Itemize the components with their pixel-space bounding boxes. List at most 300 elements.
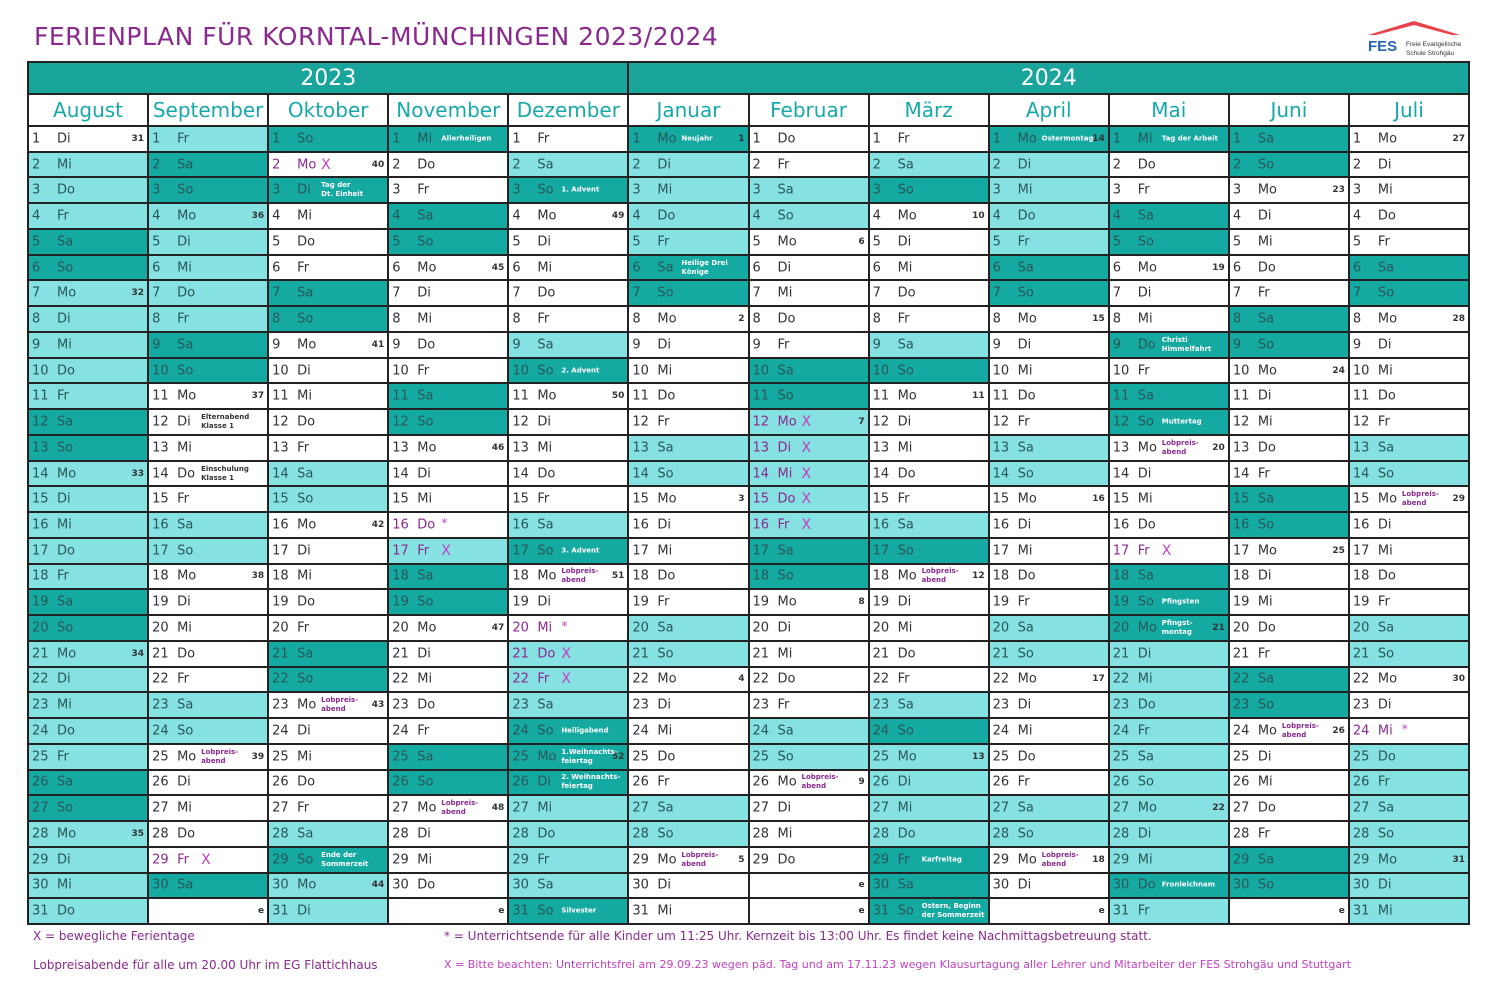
day-cell [29, 230, 147, 254]
weekday: So [297, 852, 314, 868]
day-number: 30 [152, 877, 169, 893]
day-cell [1350, 668, 1468, 692]
day-number: 24 [272, 723, 289, 739]
day-cell [750, 822, 868, 846]
weekday: So [1377, 646, 1395, 662]
weekday: So [1257, 337, 1275, 353]
day-cell [1230, 771, 1348, 795]
day-number: 21 [272, 646, 289, 662]
day-cell [870, 307, 988, 331]
weekday: Mo [657, 311, 677, 327]
day-cell [1350, 359, 1468, 383]
day-number: 10 [632, 363, 649, 379]
weekday: So [777, 749, 794, 765]
day-number: 18 [1352, 568, 1370, 584]
weekday: Mo [1377, 131, 1398, 147]
day-cell [990, 462, 1108, 486]
weekday: Sa [657, 800, 674, 816]
weekday: So [177, 543, 194, 559]
day-cell [1110, 513, 1228, 537]
day-number: 16 [392, 517, 409, 533]
day-cell [149, 204, 267, 228]
week-number: 31 [131, 133, 145, 144]
weekday: Mi [537, 800, 553, 816]
weekday: Sa [777, 182, 794, 198]
weekday: Sa [537, 157, 554, 173]
day-number: 24 [992, 723, 1010, 739]
weekday: Mo [417, 800, 437, 816]
day-number: 26 [272, 774, 289, 790]
weekday: Sa [1377, 260, 1395, 276]
day-cell [629, 719, 747, 743]
month-header: März [870, 95, 988, 125]
weekday: So [1137, 234, 1154, 250]
weekday: Fr [417, 182, 430, 198]
weekday: Fr [297, 800, 310, 816]
day-cell [269, 539, 387, 563]
day-number: 26 [752, 774, 770, 790]
weekday: Mo [897, 749, 917, 765]
day-cell [1350, 848, 1468, 872]
weekday: Mi [177, 260, 192, 276]
weekday: Fr [1377, 594, 1390, 610]
week-number: 41 [371, 339, 385, 350]
day-number: 6 [1112, 260, 1122, 276]
day-cell [389, 848, 507, 872]
day-cell [750, 281, 868, 305]
day-cell [870, 436, 988, 460]
day-number: 6 [632, 260, 641, 276]
week-number: 8 [858, 597, 865, 608]
week-number: 17 [1092, 674, 1105, 685]
day-number: 22 [1352, 671, 1370, 687]
day-number: 24 [1112, 723, 1130, 739]
weekday: Sa [897, 337, 914, 353]
weekday: Sa [1257, 491, 1275, 507]
day-number: 5 [272, 234, 281, 250]
weekday: Mi [1017, 723, 1033, 739]
day-number: 14 [392, 466, 409, 481]
month-header: Januar [629, 95, 747, 125]
weekday: Fr [897, 131, 910, 147]
day-cell [389, 178, 507, 202]
day-cell [870, 590, 988, 614]
day-cell [269, 256, 387, 280]
day-number: 24 [1352, 723, 1370, 739]
weekday: Fr [57, 568, 69, 584]
day-number: 10 [1112, 363, 1130, 379]
day-cell [29, 359, 147, 383]
holiday-note: Fronleichnam [1161, 880, 1216, 889]
day-cell [990, 539, 1108, 563]
weekday: Fr [897, 852, 910, 868]
day-number: 7 [392, 285, 401, 301]
day-number: 21 [992, 646, 1010, 662]
day-cell [1230, 153, 1348, 177]
day-cell [1350, 281, 1468, 305]
day-number: 8 [32, 311, 41, 327]
day-cell [389, 384, 507, 408]
day-number: 27 [1232, 800, 1250, 816]
day-cell [1110, 384, 1228, 408]
day-number: 22 [1112, 671, 1130, 687]
weekday: Do [657, 568, 676, 584]
weekday: Sa [297, 826, 314, 842]
day-cell [750, 487, 868, 511]
day-number: 2 [32, 157, 41, 173]
logo-abbr: FES [1368, 38, 1398, 55]
day-cell [1230, 333, 1348, 357]
weekday: Do [1017, 208, 1036, 224]
weekday: Sa [417, 388, 434, 404]
day-cell [269, 513, 387, 537]
day-cell [1230, 565, 1348, 589]
day-cell [629, 462, 747, 486]
day-cell [1230, 848, 1348, 872]
day-number: 21 [1112, 646, 1130, 662]
weekday: So [1017, 466, 1034, 481]
day-number: 27 [1352, 800, 1370, 816]
day-cell [1230, 307, 1348, 331]
day-number: 11 [152, 388, 169, 404]
weekday: Do [777, 852, 796, 868]
day-cell [509, 410, 627, 434]
holiday-note: Tag der Dt. Einheit [321, 181, 364, 199]
flexible-holiday-marker: X [801, 465, 812, 482]
day-cell [389, 668, 507, 692]
day-number: 8 [512, 311, 521, 327]
weekday: Sa [777, 543, 794, 559]
weekday: Sa [1137, 388, 1154, 404]
day-cell [1350, 204, 1468, 228]
weekday: So [537, 543, 554, 559]
day-number: 14 [152, 466, 169, 481]
day-number: 26 [1232, 774, 1250, 790]
weekday: Fr [1257, 285, 1270, 301]
weekday: So [177, 182, 194, 198]
day-cell [29, 153, 147, 177]
day-cell [389, 616, 507, 640]
day-cell [29, 668, 147, 692]
weekday: Di [777, 440, 792, 456]
lobpreis-note: Lobpreis- abend [201, 747, 239, 765]
weekday: Sa [1017, 620, 1034, 636]
day-cell [1230, 899, 1348, 923]
weekday: Mi [1257, 234, 1273, 250]
day-cell [29, 307, 147, 331]
weekday: Fr [297, 260, 310, 276]
day-cell [1350, 307, 1468, 331]
day-number: 2 [1232, 157, 1242, 173]
day-cell [750, 359, 868, 383]
day-cell [1230, 796, 1348, 820]
day-cell [29, 539, 147, 563]
day-number: 30 [272, 877, 289, 893]
day-number: 29 [1352, 852, 1370, 868]
day-cell [990, 642, 1108, 666]
day-cell [29, 719, 147, 743]
day-number: 13 [872, 440, 890, 456]
day-number: 29 [272, 852, 289, 868]
day-cell [990, 771, 1108, 795]
weekday: Mi [1017, 363, 1033, 379]
day-cell [389, 487, 507, 511]
weekday: Sa [537, 697, 554, 713]
day-number: 20 [1352, 620, 1370, 636]
month-header: April [990, 95, 1108, 125]
day-cell [389, 899, 507, 923]
weekday: Mi [1017, 543, 1033, 559]
day-number: 6 [152, 260, 161, 276]
day-cell [149, 230, 267, 254]
weekday: So [297, 671, 314, 687]
weekday: Fr [177, 491, 189, 507]
holiday-note: 2. Weihnachts- feiertag [561, 773, 621, 791]
week-number: e [858, 906, 865, 917]
day-number: 19 [1352, 594, 1370, 610]
day-number: 19 [872, 594, 890, 610]
day-cell [29, 899, 147, 923]
day-number: 3 [1112, 182, 1122, 198]
day-number: 8 [752, 311, 761, 327]
weekday: Do [1377, 208, 1396, 224]
day-number: 24 [512, 723, 529, 739]
day-number: 27 [632, 800, 649, 816]
weekday: Sa [897, 157, 914, 173]
day-cell [870, 359, 988, 383]
day-cell [509, 436, 627, 460]
weekday: Sa [1017, 440, 1034, 456]
day-cell [269, 333, 387, 357]
day-number: 12 [32, 414, 49, 430]
weekday: Mi [297, 388, 312, 404]
day-cell [870, 693, 988, 717]
week-number: 38 [251, 571, 265, 582]
day-cell [149, 436, 267, 460]
day-cell [1230, 178, 1348, 202]
weekday: Mo [57, 646, 77, 662]
day-number: 3 [272, 182, 281, 198]
day-number: 30 [632, 877, 649, 893]
week-number: 31 [1452, 854, 1465, 865]
day-cell [29, 410, 147, 434]
day-cell [149, 693, 267, 717]
day-number: 20 [272, 620, 289, 636]
day-cell [269, 745, 387, 769]
day-number: 20 [32, 620, 49, 636]
day-cell [1110, 127, 1228, 151]
day-cell [990, 848, 1108, 872]
day-cell [870, 771, 988, 795]
day-cell [509, 153, 627, 177]
day-number: 25 [152, 749, 169, 765]
weekday: Mo [1257, 543, 1277, 559]
day-number: 21 [1232, 646, 1250, 662]
weekday: Fr [777, 517, 790, 533]
weekday: Di [777, 620, 792, 636]
weekday: So [177, 723, 194, 739]
weekday: Di [417, 285, 431, 301]
day-cell [29, 178, 147, 202]
day-number: 23 [1232, 697, 1250, 713]
weekday: Mi [657, 903, 673, 919]
day-cell [1350, 590, 1468, 614]
weekday: Do [57, 723, 75, 739]
day-number: 3 [1232, 182, 1242, 198]
day-number: 7 [512, 285, 521, 301]
weekday: Sa [57, 774, 74, 790]
weekday: So [1137, 774, 1154, 790]
day-number: 9 [512, 337, 521, 353]
weekday: Sa [1017, 260, 1034, 276]
weekday: Mi [177, 620, 192, 636]
day-cell [990, 307, 1108, 331]
day-number: 1 [1112, 131, 1122, 147]
day-cell [509, 204, 627, 228]
weekday: So [417, 234, 434, 250]
day-number: 6 [872, 260, 881, 276]
day-cell [990, 204, 1108, 228]
day-number: 6 [992, 260, 1001, 276]
week-number: 10 [972, 211, 985, 222]
weekday: Do [1017, 388, 1036, 404]
weekday: Di [297, 182, 311, 198]
day-number: 13 [272, 440, 289, 456]
day-number: 11 [872, 388, 890, 404]
day-number: 4 [992, 208, 1001, 224]
day-number: 6 [272, 260, 281, 276]
day-cell [1110, 462, 1228, 486]
day-cell [29, 384, 147, 408]
day-number: 4 [632, 208, 641, 224]
day-number: 28 [1112, 826, 1130, 842]
day-number: 14 [32, 466, 49, 481]
day-number: 15 [632, 491, 649, 507]
day-number: 11 [272, 388, 289, 404]
weekday: Mo [1017, 311, 1037, 327]
day-number: 16 [512, 517, 529, 533]
day-number: 15 [392, 491, 409, 507]
weekday: So [657, 646, 674, 662]
holiday-note: Silvester [561, 906, 597, 915]
day-cell [629, 127, 747, 151]
day-cell [1350, 693, 1468, 717]
legend-x: X = bewegliche Ferientage [33, 929, 195, 943]
weekday: So [57, 620, 74, 636]
day-number: 12 [1352, 414, 1370, 430]
day-cell [870, 822, 988, 846]
day-number: 18 [512, 568, 529, 584]
day-number: 7 [992, 285, 1001, 301]
flexible-holiday-marker: X [441, 542, 451, 559]
weekday: Sa [417, 208, 434, 224]
day-number: 1 [512, 131, 521, 147]
day-cell [1230, 539, 1348, 563]
weekday: Mi [177, 800, 192, 816]
day-cell [509, 796, 627, 820]
day-number: 16 [632, 517, 649, 533]
day-number: 12 [992, 414, 1010, 430]
day-number: 4 [32, 208, 41, 224]
day-number: 19 [992, 594, 1010, 610]
weekday: Fr [777, 157, 790, 173]
day-cell [509, 281, 627, 305]
day-number: 2 [512, 157, 521, 173]
day-number: 1 [992, 131, 1001, 147]
day-number: 14 [1112, 466, 1130, 481]
weekday: Di [657, 697, 672, 713]
weekday: So [1257, 697, 1275, 713]
holiday-note: Ostern, Beginn der Sommerzeit [921, 902, 985, 920]
day-cell [509, 771, 627, 795]
day-number: 17 [632, 543, 649, 559]
day-number: 20 [1232, 620, 1250, 636]
day-cell [750, 693, 868, 717]
day-cell [1110, 436, 1228, 460]
weekday: Fr [777, 697, 790, 713]
day-cell [29, 590, 147, 614]
weekday: Mi [897, 620, 913, 636]
weekday: Do [417, 697, 436, 713]
weekday: Fr [177, 671, 189, 687]
weekday: Mo [777, 594, 797, 610]
weekday: Fr [897, 491, 910, 507]
day-number: 27 [32, 800, 49, 816]
day-cell [1110, 668, 1228, 692]
day-cell [149, 153, 267, 177]
day-cell [29, 693, 147, 717]
day-cell [750, 436, 868, 460]
day-number: 27 [1112, 800, 1130, 816]
day-number: 18 [32, 568, 49, 584]
weekday: Do [537, 285, 556, 301]
day-number: 15 [752, 491, 770, 507]
weekday: Mo [1017, 852, 1037, 868]
day-number: 21 [632, 646, 649, 662]
day-number: 27 [152, 800, 169, 816]
day-number: 3 [632, 182, 641, 198]
day-cell [1110, 230, 1228, 254]
day-number: 19 [632, 594, 649, 610]
weekday: Di [537, 414, 551, 430]
weekday: Sa [297, 646, 314, 662]
day-cell [509, 333, 627, 357]
day-cell [870, 487, 988, 511]
week-number: e [498, 906, 505, 917]
day-cell [509, 719, 627, 743]
weekday: So [897, 903, 914, 919]
weekday: So [1017, 285, 1034, 301]
weekday: Mi [1137, 852, 1153, 868]
weekday: Di [1017, 157, 1032, 173]
weekday: Di [897, 774, 912, 790]
day-number: 14 [272, 466, 289, 481]
day-cell [990, 822, 1108, 846]
day-number: 10 [1232, 363, 1250, 379]
day-number: 5 [1112, 234, 1122, 250]
day-cell [629, 771, 747, 795]
week-number: 36 [251, 211, 265, 222]
day-cell [1110, 822, 1228, 846]
day-number: 31 [632, 903, 649, 919]
day-number: 26 [392, 774, 409, 790]
day-number: 31 [1352, 903, 1370, 919]
day-cell [990, 230, 1108, 254]
day-cell [269, 410, 387, 434]
day-number: 5 [1232, 234, 1242, 250]
day-cell [269, 642, 387, 666]
day-number: 13 [1232, 440, 1250, 456]
